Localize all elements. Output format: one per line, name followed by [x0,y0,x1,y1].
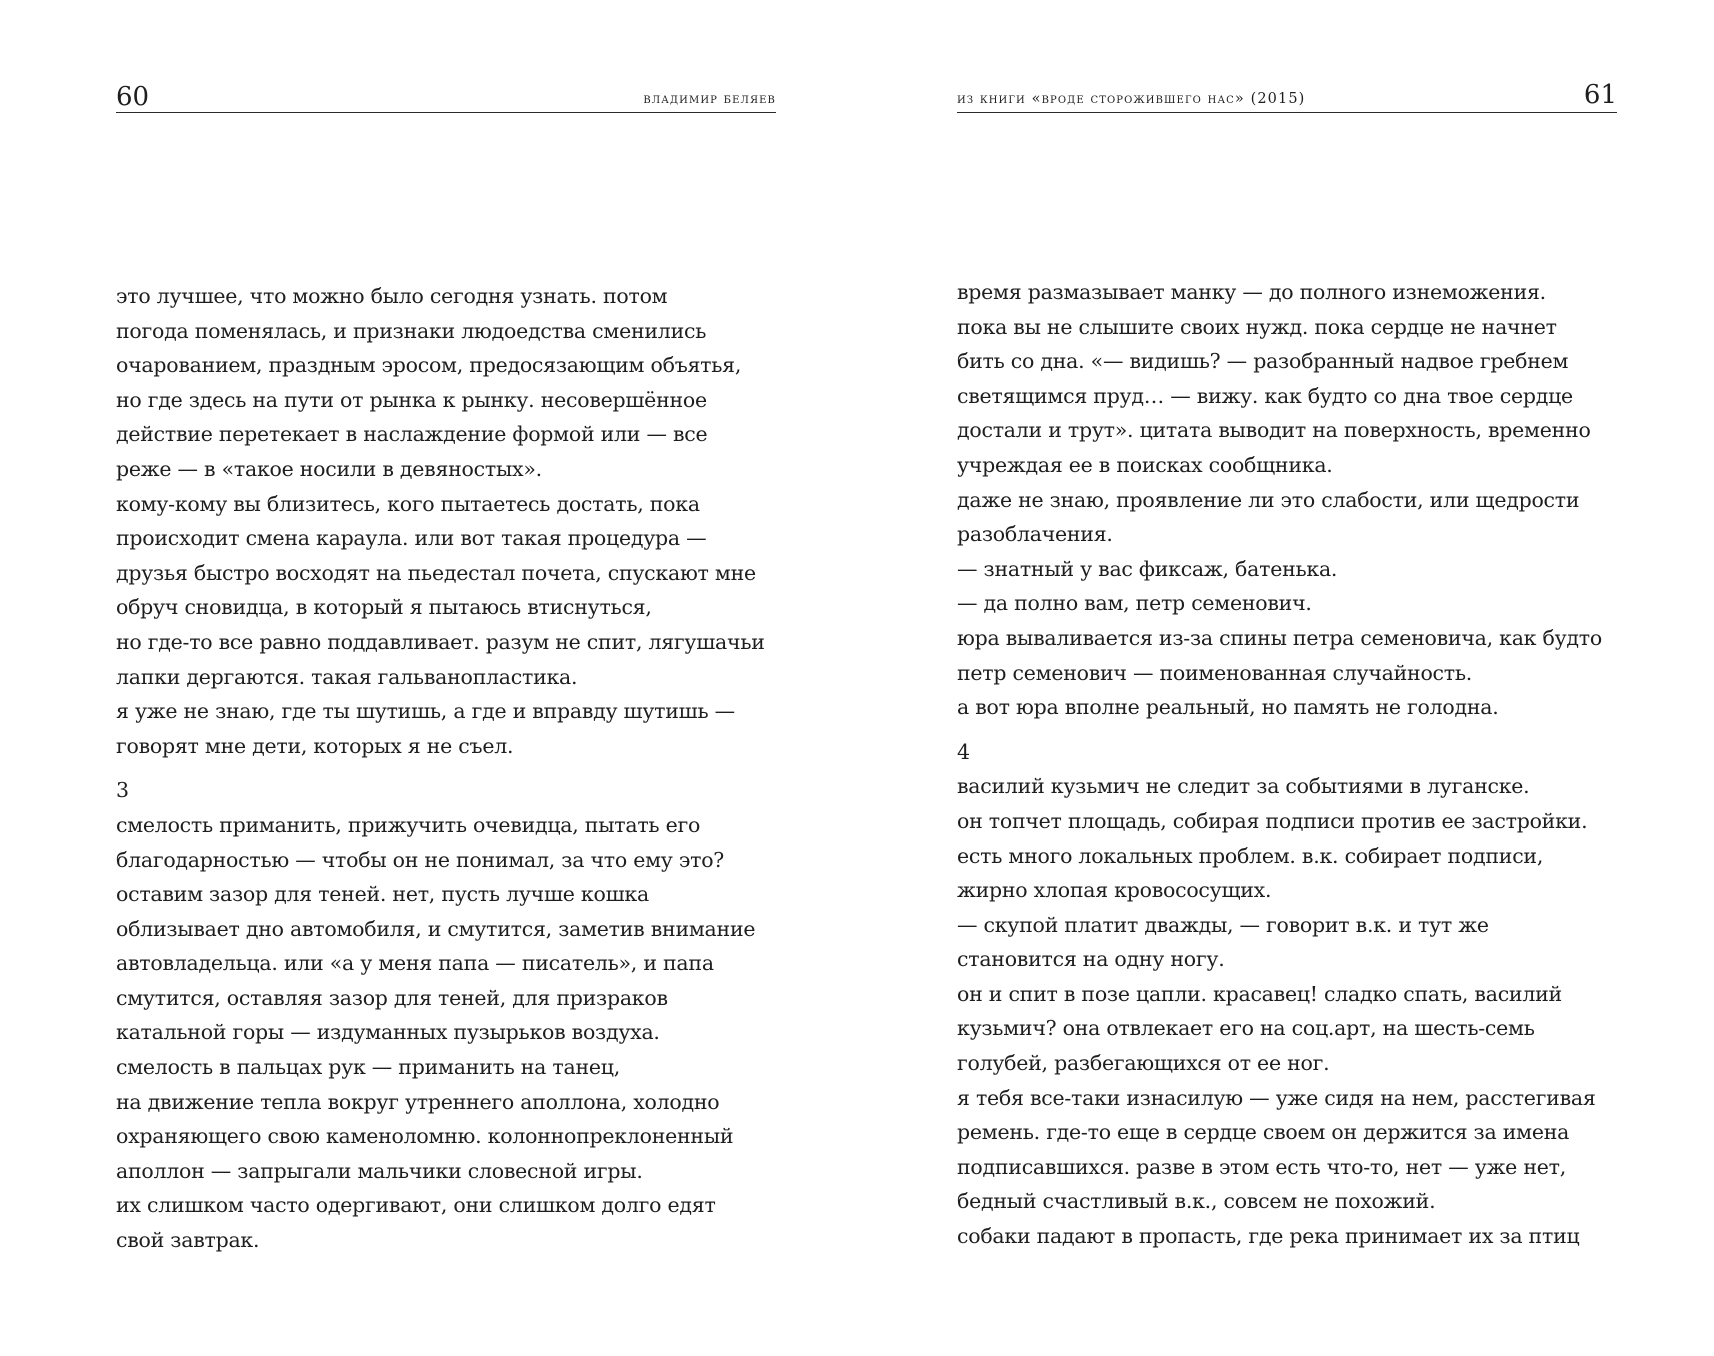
text-line: оставим зазор для теней. нет, пусть лучше кошка [116,882,649,907]
text-line: свой завтрак. [116,1228,260,1253]
text-line: бить со дна. «— видишь? — разобранный надвое гребнем [957,349,1569,374]
text-line: очарованием, праздным эросом, предосязающим объятья, [116,353,742,378]
text-line: действие перетекает в наслаждение формой или — все [116,422,708,447]
text-line: их слишком часто одергивают, они слишком долго едят [116,1193,716,1218]
right-page-text [957,275,1602,1254]
text-line: — скупой платит дважды, — говорит в.к. и тут же [957,912,1489,937]
section-gap [957,725,1602,735]
text-line: светящимся пруд… — вижу. как будто со дна твое сердце [957,383,1573,408]
text-line: смутится, оставляя зазор для теней, для призраков [116,985,668,1010]
text-line: жирно хлопая кровососущих. [957,878,1272,903]
text-line: бедный счастливый в.к., совсем не похожий. [957,1189,1436,1214]
text-line: автовладельца. или «а у меня папа — писатель», и папа [116,951,714,976]
running-head-author: владимир беляев [643,91,776,107]
text-line: говорят мне дети, которых я не съел. [116,733,514,758]
right-page [857,0,1714,1356]
text-line: становится на одну ногу. [957,947,1225,972]
text-line: лапки дергаются. такая гальванопластика. [116,664,578,689]
text-line: а вот юра вполне реальный, но память не голодна. [957,695,1499,720]
text-line: катальной горы — издуманных пузырьков воздуха. [116,1020,660,1045]
text-line: я тебя все-таки изнасилую — уже сидя на нем, расстегивая [957,1085,1596,1110]
text-line: пока вы не слышите своих нужд. пока сердце не начнет [957,314,1557,339]
text-line: охраняющего свою каменоломню. колоннопреклоненный [116,1124,734,1149]
text-line: я уже не знаю, где ты шутишь, а где и вправду шутишь — [116,699,735,724]
text-line: учреждая ее в поисках сообщника. [957,452,1333,477]
text-line: облизывает дно автомобиля, и смутится, заметив внимание [116,916,756,941]
text-line: на движение тепла вокруг утреннего аполлона, холодно [116,1089,720,1114]
text-line: кузьмич? она отвлекает его на соц.арт, на шесть-семь [957,1016,1535,1041]
text-line: обруч сновидца, в который я пытаюсь втиснуться, [116,595,652,620]
text-line: подписавшихся. разве в этом есть что-то, нет — уже нет, [957,1154,1566,1179]
text-line: петр семенович — поименованная случайность. [957,660,1473,685]
section-number: 3 [116,778,129,803]
text-line: — да полно вам, петр семенович. [957,591,1312,616]
text-line: смелость в пальцах рук — приманить на танец, [116,1055,620,1080]
section-number: 4 [957,739,970,764]
section-gap [116,763,765,773]
text-line: происходит смена караула. или вот такая процедура — [116,526,707,551]
text-line: благодарностью — чтобы он не понимал, за что ему это? [116,847,725,872]
text-line: ремень. где-то еще в сердце своем он держится за имена [957,1120,1570,1145]
text-line: он топчет площадь, собирая подписи против ее застройки. [957,808,1588,833]
text-line: разоблачения. [957,522,1113,547]
text-line: собаки падают в пропасть, где река принимает их за птиц [957,1224,1580,1249]
text-line: есть много локальных проблем. в.к. собирает подписи, [957,843,1544,868]
text-line: реже — в «такое носили в девяностых». [116,456,542,481]
text-line: время размазывает манку — до полного изнеможения. [957,280,1546,304]
text-line: это лучшее, что можно было сегодня узнать. потом [116,284,668,308]
left-page-text [116,279,765,1258]
left-page-header [116,78,776,113]
text-line: но где-то все равно поддавливает. разум не спит, лягушачьи [116,629,765,654]
page-number: 60 [116,82,150,112]
text-line: василий кузьмич не следит за событиями в луганске. [957,774,1530,799]
text-line: достали и трут». цитата выводит на поверхность, временно [957,418,1591,443]
running-head-book-title: из книги «вроде сторожившего нас» (2015) [957,91,1306,107]
text-line: друзья быстро восходят на пьедестал почета, спускают мне [116,560,756,585]
text-line: погода поменялась, и признаки людоедства сменились [116,318,707,343]
page-number: 61 [1583,80,1617,110]
text-line: юра вываливается из-за спины петра семеновича, как будто [957,625,1602,650]
text-line: голубей, разбегающихся от ее ног. [957,1051,1330,1076]
text-line: аполлон — запрыгали мальчики словесной игры. [116,1158,643,1183]
text-line: но где здесь на пути от рынка к рынку. несовершённое [116,387,707,412]
text-line: кому-кому вы близитесь, кого пытаетесь достать, пока [116,491,700,516]
text-line: даже не знаю, проявление ли это слабости, или щедрости [957,487,1580,512]
text-line: он и спит в позе цапли. красавец! сладко спать, василий [957,981,1562,1006]
text-line: смелость приманить, прижучить очевидца, пытать его [116,812,701,837]
text-line: — знатный у вас фиксаж, батенька. [957,556,1338,581]
right-page-header [957,78,1617,113]
